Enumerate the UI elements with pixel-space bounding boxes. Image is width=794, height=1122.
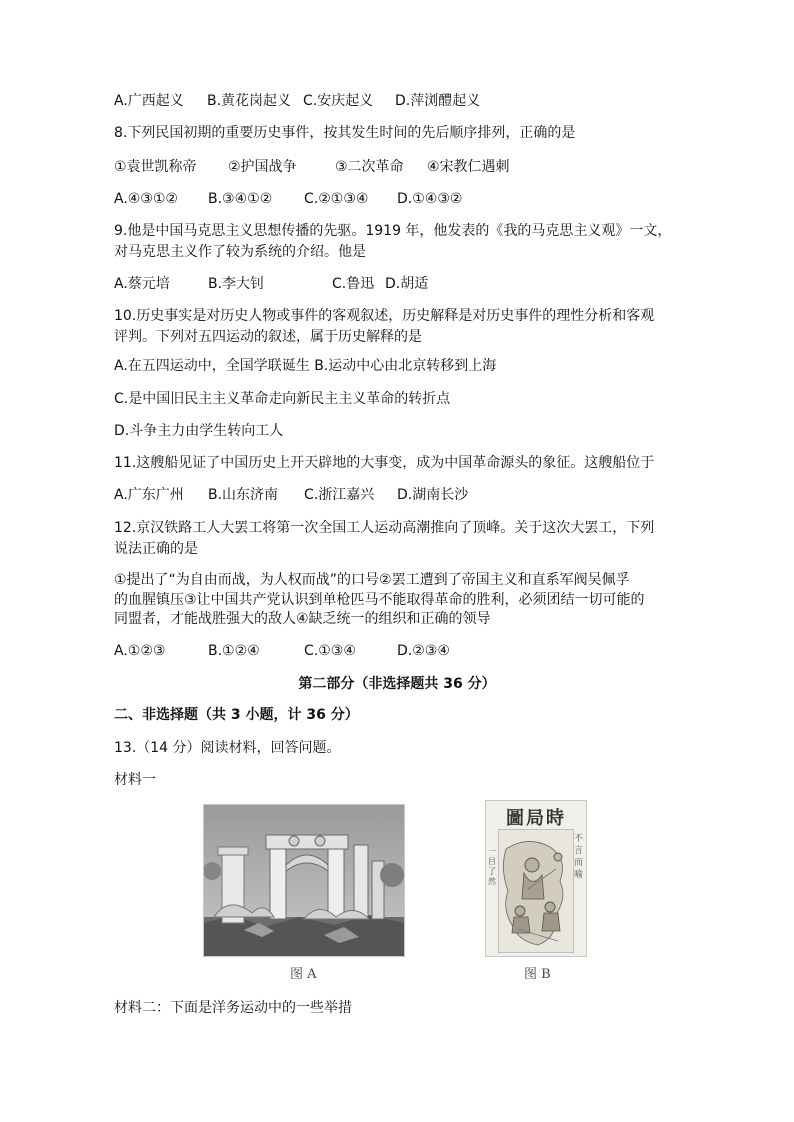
option-c: C.安庆起义 bbox=[303, 93, 374, 109]
q12-statement-line3: 同盟者，才能战胜强大的敌人④缺乏统一的组织和正确的领导 bbox=[114, 611, 491, 627]
option-d: D.胡适 bbox=[385, 276, 429, 292]
option-b: B.①②④ bbox=[208, 643, 260, 659]
option-b: B.黄花岗起义 bbox=[207, 93, 292, 109]
option-a: A.④③①② bbox=[114, 191, 178, 207]
q8-events bbox=[114, 157, 510, 177]
option-c: C.①③④ bbox=[304, 643, 356, 659]
q12-stem-line1: 12.京汉铁路工人大罢工将第一次全国工人运动高潮推向了顶峰。关于这次大罢工，下列 bbox=[114, 520, 655, 536]
figure-a-caption: 图 A bbox=[290, 967, 317, 982]
figure-b-left-text: 一目了然 bbox=[488, 847, 496, 886]
option-c: C.②①③④ bbox=[304, 191, 369, 207]
option-c: C.鲁迅 bbox=[332, 276, 375, 292]
event-3: ③二次革命 bbox=[335, 159, 404, 175]
option-a: A.①②③ bbox=[114, 643, 166, 659]
option-d: D.萍浏醴起义 bbox=[395, 93, 481, 109]
q9-options bbox=[114, 274, 428, 294]
material-two-line: 材料二：下面是洋务运动中的一些举措 bbox=[114, 1000, 352, 1016]
section-two-title: 二、非选择题（共 3 小题，计 36 分） bbox=[114, 707, 359, 723]
ruins-illustration bbox=[204, 805, 404, 956]
q8-stem: 8.下列民国初期的重要历史事件，按其发生时间的先后顺序排列，正确的是 bbox=[114, 125, 576, 141]
q12-statement-line1: ①提出了“为自由而战，为人权而战”的口号②罢工遭到了帝国主义和直系军阀吴佩孚 bbox=[114, 572, 630, 588]
q10-option-d: D.斗争主力由学生转向工人 bbox=[114, 423, 284, 439]
q12-options bbox=[114, 641, 450, 661]
figure-b-cartoon bbox=[485, 800, 587, 957]
event-1: ①袁世凯称帝 bbox=[114, 159, 197, 175]
figure-b-title: 圖局時 bbox=[506, 808, 566, 829]
q9-stem-line1: 9.他是中国马克思主义思想传播的先驱。1919 年，他发表的《我的马克思主义观》一文， bbox=[114, 223, 672, 239]
option-b: B.③④①② bbox=[208, 191, 273, 207]
figure-b-side-text: 不言而喻 bbox=[574, 834, 584, 880]
q9-stem-line2: 对马克思主义作了较为系统的介绍。他是 bbox=[114, 244, 366, 260]
q10-option-ab: A.在五四运动中，全国学联诞生 B.运动中心由北京转移到上海 bbox=[114, 358, 497, 374]
figure-b-caption: 图 B bbox=[524, 967, 551, 982]
option-a: A.广西起义 bbox=[114, 93, 184, 109]
option-d: D.湖南长沙 bbox=[397, 487, 469, 503]
option-b: B.山东济南 bbox=[208, 487, 279, 503]
q12-statement-line2: 的血腥镇压③让中国共产党认识到单枪匹马不能取得革命的胜利，必须团结一切可能的 bbox=[114, 592, 645, 608]
option-a: A.广东广州 bbox=[114, 487, 184, 503]
event-4: ④宋教仁遇刺 bbox=[427, 159, 510, 175]
option-c: C.浙江嘉兴 bbox=[304, 487, 375, 503]
q10-stem-line1: 10.历史事实是对历史人物或事件的客观叙述，历史解释是对历史事件的理性分析和客观 bbox=[114, 308, 655, 324]
q11-stem: 11.这艘船见证了中国历史上开天辟地的大事变，成为中国革命源头的象征。这艘船位于 bbox=[114, 455, 655, 471]
part-two-title: 第二部分（非选择题共 36 分） bbox=[298, 676, 496, 692]
option-a: A.蔡元培 bbox=[114, 276, 170, 292]
q13-intro: 13.（14 分）阅读材料，回答问题。 bbox=[114, 740, 341, 756]
q12-stem-line2: 说法正确的是 bbox=[114, 541, 198, 557]
q10-option-c: C.是中国旧民主主义革命走向新民主主义革命的转折点 bbox=[114, 391, 451, 407]
option-d: D.①④③② bbox=[397, 191, 463, 207]
q7-options bbox=[114, 91, 480, 111]
q10-stem-line2: 评判。下列对五四运动的叙述，属于历史解释的是 bbox=[114, 329, 422, 345]
cartoon-illustration bbox=[498, 829, 574, 953]
q11-options bbox=[114, 485, 468, 505]
q8-options bbox=[114, 189, 462, 209]
option-d: D.②③④ bbox=[397, 643, 450, 659]
option-b: B.李大钊 bbox=[208, 276, 265, 292]
event-2: ②护国战争 bbox=[228, 159, 297, 175]
material-one-label: 材料一 bbox=[114, 772, 156, 788]
figure-a-ruins-photo bbox=[203, 804, 405, 957]
